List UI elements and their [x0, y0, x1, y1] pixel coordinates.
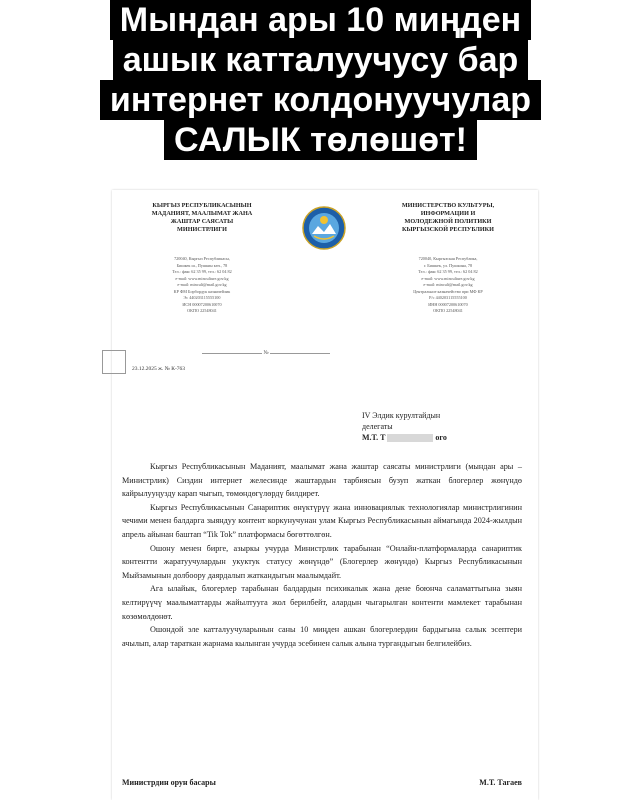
letterhead-left-line: КЫРГЫЗ РЕСПУБЛИКАСЫНЫН — [152, 202, 252, 209]
registration-stamp-box — [102, 350, 126, 374]
address-line: e-mail: mincult@mail.gov.kg — [423, 282, 473, 287]
address-line: Тел.: факс 62 35 99, тел.: 62 04 82 — [172, 269, 232, 274]
headline-banner — [0, 0, 641, 160]
addressee-block — [362, 410, 447, 443]
addressee-name-suffix: ого — [435, 433, 447, 442]
addressee-name — [362, 432, 447, 443]
addressee-name-prefix: М.Т. Т — [362, 433, 386, 442]
address-line: e-mail: mincult@mail.gov.kg — [177, 282, 227, 287]
letterhead-right-line: МОЛОДЕЖНОЙ ПОЛИТИКИ — [404, 218, 492, 225]
headline-line-4: САЛЫК төлөшөт! — [164, 120, 477, 160]
addressee-line: IV Элдик курултайдын — [362, 411, 441, 420]
registration-number-line — [202, 350, 330, 356]
headline-line-1: Мындан ары 10 миңден — [110, 0, 531, 40]
signatory-title: Министрдин орун басары — [122, 778, 216, 787]
address-line: ИСН 00007200610070 — [182, 301, 222, 307]
body-paragraph: Ага ылайык, блогерлер тарабынан балдардын психикалык жана дене боюнча саламаттыгына зыян келтирүүчү маалыматтарды жайылтууга жол берилбейт, алардын чыгарылган контенти мамлекет тарабынан көзөмөлдөнөт. — [122, 584, 522, 621]
number-sign: № — [263, 350, 269, 356]
address-line: ИНН 00007200610070 — [428, 301, 468, 307]
address-line: г. Бишкек, ул. Пушкина, 78 — [423, 262, 473, 268]
letterhead-right-address — [378, 256, 518, 315]
body-paragraph: Ошону менен бирге, азыркы учурда Министрлик тарабынан “Онлайн-платформаларда санариптик контентти жаратуучулардын укуктук статусу жөнүндө” (Блогерлер жөнүндө) Кыргыз Республикасынын Мыйзамынын долбоору даярдалып жаткандыгын маалымдайт. — [122, 543, 522, 580]
kyrgyz-emblem-icon — [302, 206, 346, 250]
headline-line-3: интернет колдонуучулар — [100, 80, 541, 120]
signatory-name: М.Т. Тагаев — [479, 778, 522, 787]
registration-date-number: 23.12.2025 ж. № К-763 — [132, 366, 186, 372]
letterhead-right-title — [368, 202, 528, 234]
body-paragraph: Кыргыз Республикасынын Маданият, маалымат жана жаштар саясаты министрлиги (мындан ары – Министрлик) Сиздин интернет желесинде жаштардын тарбиясын бузуп жаткан блогерлер жөнүндө кайрылууңузду карап чыгып, төмөндөгүлөрдү билдирет. — [122, 462, 522, 499]
address-line: Р/с 440203115555100 — [429, 295, 467, 300]
letterhead-left-address — [132, 256, 272, 315]
underline-blank — [270, 353, 330, 354]
letterhead-right-line: ИНФОРМАЦИИ И — [420, 210, 476, 217]
redaction-mark — [387, 434, 433, 442]
body-paragraph: Кыргыз Республикасынын Санариптик өнүктүрүү жана инновациялык технологиялар министрлигинин чечими менен балдарга зыяндуу контент коркунучунан улам Кыргыз Республикасынын аймагында 2024-жылдын апрель айынан баштап “Tik Tok” платформасы бөгөттөлгөн. — [122, 502, 522, 539]
headline-line-2: ашык катталуучусу бар — [113, 40, 529, 80]
address-line: ОКПО 22548041 — [187, 308, 217, 313]
address-line: 720040, Кыргызская Республика, — [418, 256, 478, 261]
letter-body — [122, 460, 522, 650]
letterhead-right-line: МИНИСТЕРСТВО КУЛЬТУРЫ, — [401, 202, 495, 209]
address-line: 720040, Кыргыз Республикасы, — [174, 256, 230, 261]
body-paragraph: Ошондой эле катталуучуларынын саны 10 миңден ашкан блогерлердин бардыгына салык эсептери ачылып, алар тараткан жарнама кылынган учурда эсебинен салык алына тургандыгын белгилейбиз. — [122, 625, 522, 648]
official-letter — [112, 190, 538, 800]
addressee-line: делегаты — [362, 422, 393, 431]
address-line: Эс 440203115555100 — [183, 295, 221, 300]
address-line: КР ФМ Борбордук казначейлик — [173, 288, 231, 294]
address-line: e-mail: www.minculture.gov.kg — [421, 275, 475, 281]
letterhead-right-line: КЫРГЫЗСКОЙ РЕСПУБЛИКИ — [402, 226, 494, 233]
address-line: ОКПО 22548041 — [433, 308, 463, 313]
address-line: Бишкек ш., Пушкин көч., 78 — [176, 262, 228, 268]
letterhead-left-title — [122, 202, 282, 234]
signature-block — [122, 778, 522, 787]
letterhead-left-line: МАДАНИЯТ, МААЛЫМАТ ЖАНА — [151, 210, 253, 217]
letterhead-left-line: МИНИСТРЛИГИ — [177, 226, 227, 233]
underline-blank — [202, 353, 262, 354]
address-line: Тел.: факс 62 35 99, тел.: 62 04 82 — [418, 269, 478, 274]
letterhead-left-line: ЖАШТАР САЯСАТЫ — [170, 218, 234, 225]
address-line: Центральное казначейство при МФ КР — [413, 288, 483, 294]
address-line: e-mail: www.minculture.gov.kg — [175, 275, 229, 281]
